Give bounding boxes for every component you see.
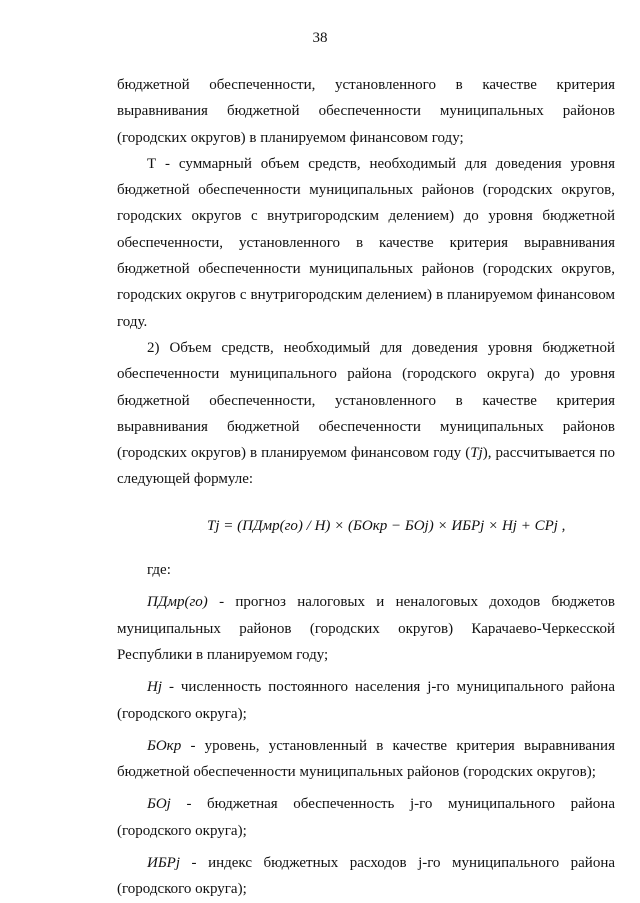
definition-text: - численность постоянного населения j-го муниципального района (городского округа); [117,679,615,722]
definition-text: - бюджетная обеспеченность j-го муниципального района (городского округа); [117,796,615,839]
symbol-tj: Tj [470,445,483,462]
document-body [117,72,615,903]
definition-item [117,674,615,727]
definition-symbol: БОкр [147,737,182,754]
definition-text: - прогноз налоговых и неналоговых доходов бюджетов муниципальных районов (городских округов) Карачаево-Черкесской Республики в планируемом году; [117,594,615,663]
paragraph-text-before: 2) Объем средств, необходимый для доведения уровня бюджетной обеспеченности муниципального района (городского округа) до уровня бюджетной обеспеченности, установленного в качестве критерия выравнивания бюджетной обеспеченности муниципальных районов (городских округов) в планируемом финансовом году ( [117,339,615,462]
formula: Tj = (ПДмр(го) / Н) × (БОкр − БОj) × ИБРj × Нj + СРj , [207,517,566,534]
definition-symbol: ПДмр(го) [147,594,208,611]
definition-item [117,850,615,903]
definition-symbol: БОj [147,796,171,813]
definition-item [117,589,615,668]
definition-symbol: ИБРj [147,855,181,872]
paragraph-t-definition: Т - суммарный объем средств, необходимый для доведения уровня бюджетной обеспеченности муниципальных районов (городских округов, городских округов с внутригородским делением) до уровня бюджетной обеспеченности, установленного в качестве критерия выравнивания бюджетной обеспеченности муниципальных районов (городских округов, городских округов с внутригородским делением) в планируемом финансовом году. [117,155,615,330]
definition-text: - индекс бюджетных расходов j-го муниципального района (городского округа); [117,855,615,898]
definitions-list [117,589,615,902]
definition-symbol: Нj [147,679,162,696]
definition-item [117,733,615,786]
paragraph-text-after: ), рассчитывается по следующей формуле: [117,445,615,488]
where-label: где: [147,562,171,579]
page-number: 38 [312,30,328,46]
definition-text: - уровень, установленный в качестве критерия выравнивания бюджетной обеспеченности муниципальных районов (городских округов); [117,737,615,781]
definition-item [117,791,615,844]
paragraph-volume-formula-intro [117,335,615,493]
paragraph-continued: бюджетной обеспеченности, установленного в качестве критерия выравнивания бюджетной обеспеченности муниципальных районов (городских округов) в планируемом финансовом году; [117,77,615,146]
